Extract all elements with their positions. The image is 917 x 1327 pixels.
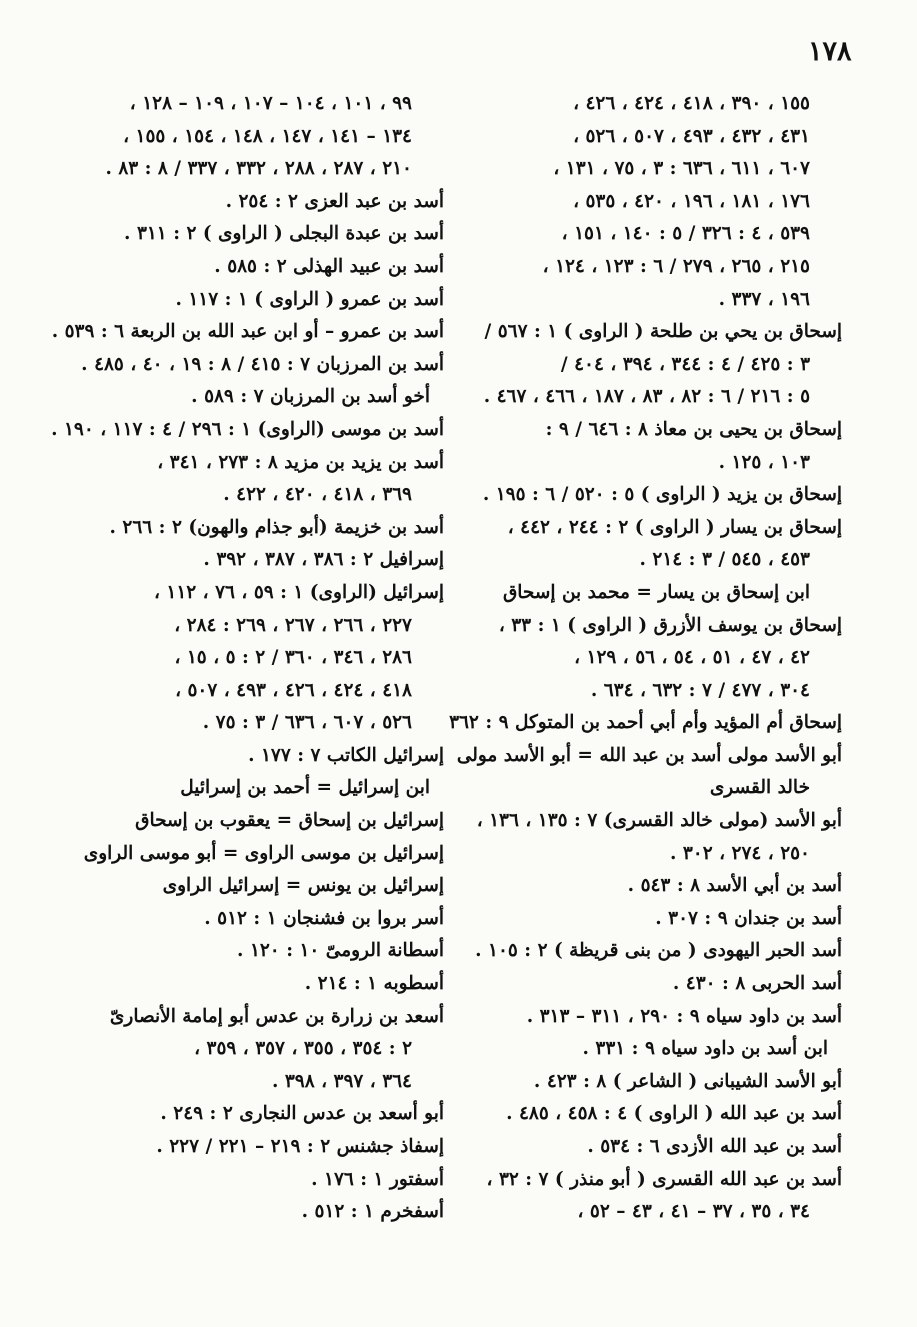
index-entry-line: إسرائيل بن إسحاق = يعقوب بن إسحاق <box>135 810 444 832</box>
index-continuation-line: ١٥٥ ، ٣٩٠ ، ٤١٨ ، ٤٢٤ ، ٤٢٦ ، <box>573 93 810 114</box>
index-entry-line: إسحاق بن يزيد ( الراوى ) ٥ : ٥٢٠ / ٦ : ١٩٥ . <box>482 484 842 506</box>
page-number: ١٧٨ <box>808 36 852 67</box>
index-continuation-line: أخو أسد بن المرزبان ٧ : ٥٨٩ . <box>191 386 430 408</box>
index-continuation-line: ٢١٠ ، ٢٨٧ ، ٢٨٨ ، ٣٣٢ ، ٣٣٧ / ٨ : ٨٣ . <box>105 158 412 180</box>
index-entry-line: أسطوبه ١ : ٢١٤ . <box>304 973 444 995</box>
index-continuation-line: ٣٤ ، ٣٥ ، ٣٧ – ٤١ ، ٤٣ – ٥٢ ، <box>577 1201 810 1223</box>
index-continuation-line: ابن إسحاق بن يسار = محمد بن إسحاق <box>502 581 810 603</box>
index-entry-line: أسد بن عمرو – أو ابن عبد الله بن الربعة ٦ : ٥٣٩ . <box>51 321 444 343</box>
index-entry-line: أسد بن عبد الله القسرى ( أبو منذر ) ٧ : ٣٢ ، <box>486 1168 842 1190</box>
index-continuation-line: ١٠٣ ، ١٢٥ . <box>718 451 810 473</box>
index-continuation-line: ٢ : ٣٥٤ ، ٣٥٥ ، ٣٥٧ ، ٣٥٩ ، <box>194 1038 412 1060</box>
index-entry-line: أبو الأسد الشيبانى ( الشاعر ) ٨ : ٤٢٣ . <box>533 1070 842 1092</box>
index-entry-line: أسد بن يزيد بن مزيد ٨ : ٢٧٣ ، ٣٤١ ، <box>157 451 444 473</box>
index-continuation-line: ٣٦٤ ، ٣٩٧ ، ٣٩٨ . <box>271 1070 412 1092</box>
index-entry-line: إسرائيل بن موسى الراوى = أبو موسى الراوى <box>83 842 444 864</box>
index-continuation-line: ٣٦٩ ، ٤١٨ ، ٤٢٠ ، ٤٢٢ . <box>223 484 412 506</box>
index-continuation-line: ٤٣١ ، ٤٣٢ ، ٤٩٣ ، ٥٠٧ ، ٥٢٦ ، <box>573 125 810 147</box>
index-entry-line: أسد بن خزيمة (أبو جذام والهون) ٢ : ٢٦٦ . <box>109 516 444 538</box>
index-continuation-line: ٤١٨ ، ٤٢٤ ، ٤٢٦ ، ٤٩٣ ، ٥٠٧ ، <box>175 679 412 701</box>
index-entry-line: أسد بن داود سياه ٩ : ٢٩٠ ، ٣١١ – ٣١٣ . <box>526 1005 842 1027</box>
index-entry-line: إسحاق أم المؤيد وأم أبي أحمد بن المتوكل ٩ : ٣٦٢ <box>449 712 842 734</box>
index-entry-line: أسفتور ١ : ١٧٦ . <box>311 1168 444 1190</box>
index-entry-line: إسحاق بن يسار ( الراوى ) ٢ : ٢٤٤ ، ٤٤٢ ، <box>507 516 842 538</box>
index-entry-line: أسد بن عبد العزى ٢ : ٢٥٤ . <box>225 190 444 212</box>
index-entry-line: أسد بن جندان ٩ : ٣٠٧ . <box>655 907 842 929</box>
index-entry-line: أسعد بن زرارة بن عدس أبو إمامة الأنصارىّ <box>109 1005 444 1027</box>
index-entry-line: أبو الأسد مولى أسد بن عبد الله = أبو الأسد مولى <box>456 744 842 766</box>
index-entry-line: أسد الحربى ٨ : ٤٣٠ . <box>672 973 842 995</box>
index-continuation-line: ٤٢ ، ٤٧ ، ٥١ ، ٥٤ ، ٥٦ ، ١٢٩ ، <box>574 647 810 669</box>
index-entry-line: إسحاق بن يحي بن طلحة ( الراوى ) ١ : ٥٦٧ / <box>484 321 842 343</box>
left-column <box>51 88 444 1229</box>
index-continuation-line: ٥٣٩ ، ٤ : ٣٢٦ / ٥ : ١٤٠ ، ١٥١ ، <box>561 223 810 245</box>
index-entry-line: إسرائيل بن يونس = إسرائيل الراوى <box>162 875 444 897</box>
index-entry-line: أسر بروا بن فشنجان ١ : ٥١٢ . <box>204 907 444 929</box>
index-continuation-line: ابن أسد بن داود سياه ٩ : ٣٣١ . <box>582 1038 828 1060</box>
index-entry-line: أسد بن عمرو ( الراوى ) ١ : ١١٧ . <box>175 288 444 310</box>
index-entry-line: أسد بن موسى (الراوى) ١ : ٢٩٦ / ٤ : ١١٧ ، ١٩٠ . <box>51 418 444 440</box>
index-entry-line: أسد بن أبي الأسد ٨ : ٥٤٣ . <box>627 875 842 897</box>
index-entry-line: إسرافيل ٢ : ٣٨٦ ، ٣٨٧ ، ٣٩٢ . <box>203 549 444 571</box>
index-continuation-line: ٦٠٧ ، ٦١١ ، ٦٣٦ : ٣ ، ٧٥ ، ١٣١ ، <box>553 158 810 180</box>
index-entry-line: أسفخرم ١ : ٥١٢ . <box>301 1201 444 1223</box>
index-entry-line: إسحاق بن يحيى بن معاذ ٨ : ٦٤٦ / ٩ : <box>545 418 842 440</box>
index-entry-line: أسد بن عبدة البجلى ( الراوى ) ٢ : ٣١١ . <box>124 223 444 245</box>
index-continuation-line: ٤٥٣ ، ٥٤٥ / ٣ : ٢١٤ . <box>639 549 810 571</box>
index-continuation-line: ٢١٥ ، ٢٦٥ ، ٢٧٩ / ٦ : ١٢٣ ، ١٢٤ ، <box>542 255 810 277</box>
index-continuation-line: ١٣٤ – ١٤١ ، ١٤٧ ، ١٤٨ ، ١٥٤ ، ١٥٥ ، <box>123 125 412 147</box>
index-entry-line: إسرائيل (الراوى) ١ : ٥٩ ، ٧٦ ، ١١٢ ، <box>153 581 444 603</box>
index-continuation-line: ٣٠٤ ، ٤٧٧ / ٧ : ٦٣٢ ، ٦٣٤ . <box>590 679 810 701</box>
index-entry-line: أسد بن عبيد الهذلى ٢ : ٥٨٥ . <box>214 255 444 277</box>
index-continuation-line: ٥٢٦ ، ٦٠٧ ، ٦٣٦ / ٣ : ٧٥ . <box>202 712 412 734</box>
index-continuation-line: ٣ : ٤٢٥ / ٤ : ٣٤٤ ، ٣٩٤ ، ٤٠٤ / <box>560 353 810 375</box>
index-continuation-line: ٩٩ ، ١٠١ ، ١٠٤ – ١٠٧ ، ١٠٩ – ١٢٨ ، <box>129 93 412 114</box>
index-entry-line: أبو الأسد (مولى خالد القسرى) ٧ : ١٣٥ ، ١٣٦ ، <box>476 810 842 832</box>
index-entry-line: أسد بن المرزبان ٧ : ٤١٥ / ٨ : ١٩ ، ٤٠ ، ٤٨٥ . <box>81 353 444 375</box>
index-entry-line: أسطانة الرومىّ ١٠ : ١٢٠ . <box>237 940 444 962</box>
index-continuation-line: ١٧٦ ، ١٨١ ، ١٩٦ ، ٤٢٠ ، ٥٣٥ ، <box>573 190 810 212</box>
index-entry-line: إسرائيل الكاتب ٧ : ١٧٧ . <box>248 744 444 766</box>
index-entry-line: إسحاق بن يوسف الأزرق ( الراوى ) ١ : ٣٣ ، <box>498 614 842 636</box>
index-continuation-line: ٢٥٠ ، ٢٧٤ ، ٣٠٢ . <box>669 842 810 864</box>
right-column <box>449 88 842 1229</box>
index-continuation-line: ٥ : ٢١٦ / ٦ : ٨٢ ، ٨٣ ، ١٨٧ ، ٤٦٦ ، ٤٦٧ . <box>483 386 810 408</box>
index-continuation-line: خالد القسرى <box>709 777 810 799</box>
index-entry-line: إسفاذ جشنس ٢ : ٢١٩ – ٢٢١ / ٢٢٧ . <box>156 1136 444 1157</box>
index-entry-line: أسد بن عبد الله ( الراوى ) ٤ : ٤٥٨ ، ٤٨٥ . <box>506 1103 842 1125</box>
index-entry-line: أسد الحبر اليهودى ( من بنى قريظة ) ٢ : ١٠٥ . <box>475 940 842 962</box>
index-continuation-line: ١٩٦ ، ٣٣٧ . <box>718 288 810 310</box>
index-continuation-line: ابن إسرائيل = أحمد بن إسرائيل <box>180 777 430 799</box>
index-entry-line: أبو أسعد بن عدس النجارى ٢ : ٢٤٩ . <box>160 1103 444 1125</box>
index-continuation-line: ٢٨٦ ، ٣٤٦ ، ٣٦٠ / ٢ : ٥ ، ١٥ ، <box>174 647 412 669</box>
index-continuation-line: ٢٢٧ ، ٢٦٦ ، ٢٦٧ ، ٢٦٩ : ٢٨٤ ، <box>174 614 412 636</box>
index-entry-line: أسد بن عبد الله الأزدى ٦ : ٥٣٤ . <box>587 1136 842 1157</box>
